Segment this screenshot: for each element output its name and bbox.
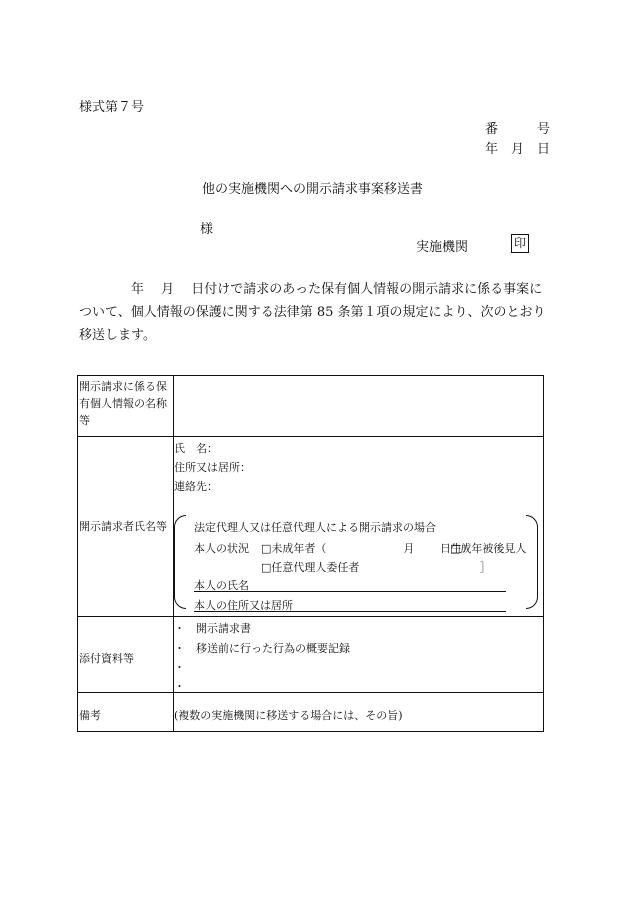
body-line-2: ついて、個人情報の保護に関する法律第 85 条第１項の規定により、次のとおり (79, 305, 546, 320)
proxy-bracket-close: ］ (480, 561, 491, 574)
principal-name-field: 本人の氏名 (194, 579, 249, 592)
attachment-item: ・ (174, 680, 185, 693)
body-line-3: 移送します。 (79, 328, 156, 343)
checkbox-minor[interactable]: □未成年者（ 月 日生） (261, 542, 473, 555)
principal-address-underline (194, 611, 506, 612)
document-title: 他の実施機関への開示請求事案移送書 (202, 182, 424, 197)
row-divider-3 (78, 692, 543, 693)
doc-number-label: 番 号 (485, 122, 551, 137)
row-label-attachments: 添付資料等 (79, 652, 134, 665)
body-paragraph (79, 278, 553, 347)
row-divider-1 (78, 436, 543, 437)
sender-label: 実施機関 (416, 240, 469, 255)
agent-heading: 法定代理人又は任意代理人による開示請求の場合 (194, 521, 436, 534)
attachment-item: ・ 開示請求書 (174, 622, 251, 635)
requester-address-field: 住所又は居所： (174, 461, 251, 474)
requester-name-field: 氏 名： (174, 442, 218, 455)
principal-name-underline (194, 591, 506, 592)
attachment-item: ・ 移送前に行った行為の概要記録 (174, 642, 350, 655)
body-line-1: 年 月 日付けで請求のあった保有個人情報の開示請求に係る事案に (79, 282, 543, 297)
principal-address-field: 本人の住所又は居所 (194, 599, 293, 612)
principal-status-label: 本人の状況 (194, 542, 249, 555)
seal-mark: 印 (511, 234, 529, 253)
checkbox-proxy-principal[interactable]: □任意代理人委任者 (261, 561, 360, 574)
agent-bracket-right (526, 515, 538, 609)
row-label-requester: 開示請求者氏名等 (79, 520, 167, 533)
addressee-suffix: 様 (200, 222, 214, 237)
form-number: 様式第７号 (79, 100, 145, 115)
attachment-item: ・ (174, 661, 185, 674)
row-label-remarks: 備考 (79, 709, 101, 722)
requester-contact-field: 連絡先： (174, 480, 218, 493)
checkbox-adult-ward[interactable]: □成年被後見人 (450, 542, 527, 555)
date-label: 年 月 日 (485, 142, 551, 157)
row-label-info-name: 開示請求に係る保 有個人情報の名称 等 (79, 380, 167, 427)
row-divider-2 (78, 616, 543, 617)
remarks-note: (複数の実施機関に移送する場合には、その旨) (174, 709, 403, 722)
agent-bracket-left (174, 515, 186, 609)
